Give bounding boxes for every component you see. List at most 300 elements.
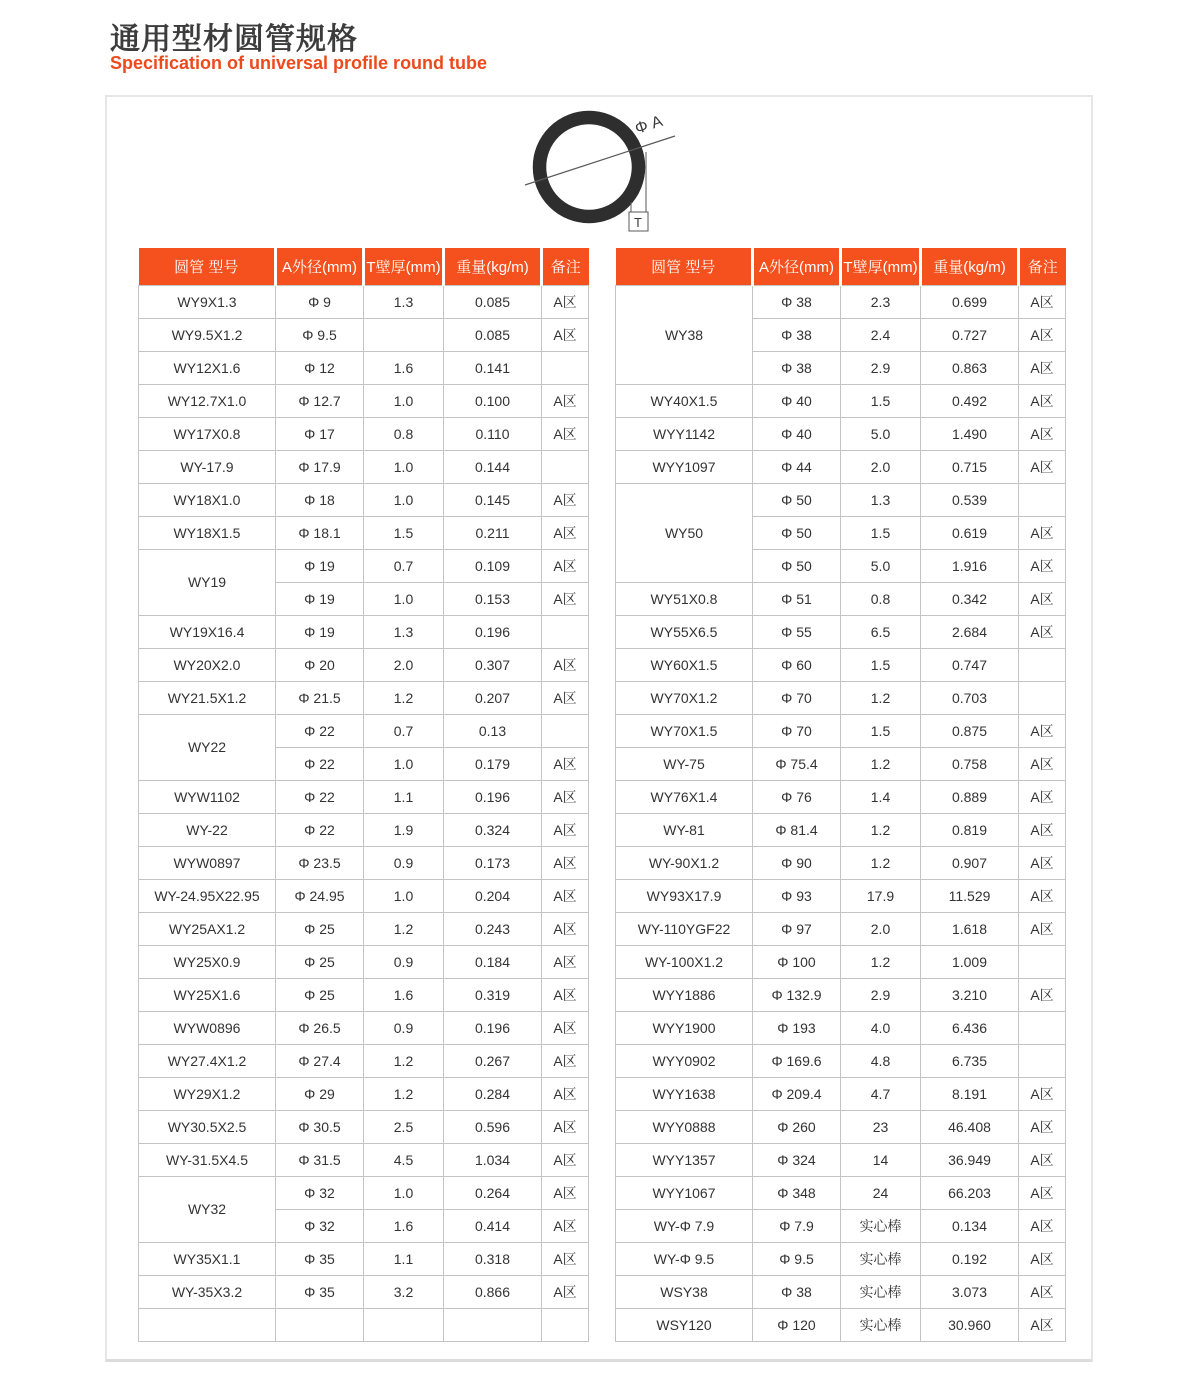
table-row — [616, 1044, 1066, 1077]
cell-thick: 14 — [841, 1143, 921, 1176]
table-row — [139, 846, 589, 879]
cell-weight: 0.318 — [444, 1242, 542, 1275]
round-tube-spec-table-left — [138, 248, 589, 1342]
table-row — [616, 780, 1066, 813]
column-header: 圆管 型号 — [616, 248, 753, 285]
cell-weight: 0.264 — [444, 1176, 542, 1209]
cell-model: WY-90X1.2 — [616, 846, 753, 879]
page-subtitle: Specification of universal profile round tube — [110, 53, 488, 73]
table-row — [616, 945, 1066, 978]
table-row — [139, 978, 589, 1011]
cell-model: WY25X0.9 — [139, 945, 276, 978]
cell-dia: Φ 12 — [276, 351, 364, 384]
cell-note: A区 — [542, 681, 589, 714]
cell-note: A区 — [542, 978, 589, 1011]
cell-note: A区 — [542, 1176, 589, 1209]
table-row — [616, 384, 1066, 417]
cell-note — [1019, 648, 1066, 681]
cell-note: A区 — [1019, 351, 1066, 384]
cell-note: A区 — [542, 747, 589, 780]
table-row — [616, 648, 1066, 681]
cell-model: WY51X0.8 — [616, 582, 753, 615]
cell-dia: Φ 9.5 — [276, 318, 364, 351]
cell-model: WY70X1.2 — [616, 681, 753, 714]
cell-thick: 24 — [841, 1176, 921, 1209]
cell-dia: Φ 24.95 — [276, 879, 364, 912]
cell-dia: Φ 81.4 — [753, 813, 841, 846]
cell-model: WY-24.95X22.95 — [139, 879, 276, 912]
cell-note: A区 — [542, 384, 589, 417]
cell-note: A区 — [1019, 1077, 1066, 1110]
cell-weight: 0.192 — [921, 1242, 1019, 1275]
cell-note — [1019, 483, 1066, 516]
table-row — [616, 285, 1066, 318]
cell-thick: 1.2 — [841, 813, 921, 846]
cell-weight: 0.267 — [444, 1044, 542, 1077]
thickness-label: T — [634, 215, 642, 230]
cell-weight: 0.184 — [444, 945, 542, 978]
cell-model: WY40X1.5 — [616, 384, 753, 417]
cell-thick: 1.0 — [364, 582, 444, 615]
cell-weight: 0.715 — [921, 450, 1019, 483]
cell-thick: 5.0 — [841, 417, 921, 450]
cell-thick: 1.2 — [841, 681, 921, 714]
table-row — [616, 582, 1066, 615]
table-row — [616, 483, 1066, 516]
cell-thick: 2.3 — [841, 285, 921, 318]
cell-model: WY9.5X1.2 — [139, 318, 276, 351]
cell-note: A区 — [1019, 417, 1066, 450]
cell-model: WY-75 — [616, 747, 753, 780]
cell-thick: 1.0 — [364, 879, 444, 912]
cell-thick: 0.7 — [364, 549, 444, 582]
cell-note: A区 — [1019, 846, 1066, 879]
cell-note: A区 — [542, 813, 589, 846]
cell-note: A区 — [542, 1110, 589, 1143]
cell-thick: 1.2 — [841, 945, 921, 978]
cell-thick: 实心棒 — [841, 1308, 921, 1341]
cell-note: A区 — [1019, 1209, 1066, 1242]
cell-note: A区 — [1019, 516, 1066, 549]
table-row — [139, 1242, 589, 1275]
cell-weight: 0.110 — [444, 417, 542, 450]
table-row — [139, 813, 589, 846]
cell-weight: 0.758 — [921, 747, 1019, 780]
cell-model: WY32 — [139, 1176, 276, 1242]
cell-dia: Φ 19 — [276, 615, 364, 648]
cell-dia: Φ 70 — [753, 681, 841, 714]
cell-note: A区 — [542, 417, 589, 450]
cell-dia: Φ 7.9 — [753, 1209, 841, 1242]
table-row — [139, 1176, 589, 1209]
cell-model: WY-31.5X4.5 — [139, 1143, 276, 1176]
cell-thick — [364, 318, 444, 351]
cell-thick: 实心棒 — [841, 1209, 921, 1242]
cell-thick: 2.9 — [841, 351, 921, 384]
table-row — [616, 1209, 1066, 1242]
cell-weight: 0.324 — [444, 813, 542, 846]
cell-model: WY-35X3.2 — [139, 1275, 276, 1308]
round-tube-spec-table-right — [615, 248, 1066, 1342]
cell-thick: 1.1 — [364, 1242, 444, 1275]
cell-note: A区 — [542, 285, 589, 318]
cell-weight: 0.342 — [921, 582, 1019, 615]
table-row — [616, 879, 1066, 912]
cell-thick: 1.0 — [364, 747, 444, 780]
diameter-label: Φ A — [632, 113, 665, 138]
table-row — [616, 912, 1066, 945]
cell-note: A区 — [1019, 1143, 1066, 1176]
cell-dia: Φ 27.4 — [276, 1044, 364, 1077]
cell-note — [1019, 945, 1066, 978]
cell-weight: 0.204 — [444, 879, 542, 912]
column-header: 备注 — [1019, 248, 1066, 285]
table-row — [139, 285, 589, 318]
cell-note — [1019, 1011, 1066, 1044]
cell-model: WY-17.9 — [139, 450, 276, 483]
table-row — [139, 648, 589, 681]
cell-dia: Φ 21.5 — [276, 681, 364, 714]
cell-thick: 3.2 — [364, 1275, 444, 1308]
tube-ring-icon — [540, 118, 639, 217]
cell-weight: 0.492 — [921, 384, 1019, 417]
cell-model: WY70X1.5 — [616, 714, 753, 747]
cell-note — [542, 1308, 589, 1341]
cell-dia: Φ 19 — [276, 549, 364, 582]
table-row — [616, 615, 1066, 648]
cell-weight: 0.211 — [444, 516, 542, 549]
cell-dia: Φ 70 — [753, 714, 841, 747]
tube-cross-section-diagram — [495, 98, 765, 243]
cell-note: A区 — [542, 780, 589, 813]
cell-dia: Φ 32 — [276, 1209, 364, 1242]
column-header: A外径(mm) — [276, 248, 364, 285]
cell-weight: 1.490 — [921, 417, 1019, 450]
table-row — [139, 1308, 589, 1341]
cell-weight: 0.196 — [444, 1011, 542, 1044]
table-row — [139, 714, 589, 747]
cell-model: WY-100X1.2 — [616, 945, 753, 978]
cell-thick: 1.5 — [841, 648, 921, 681]
cell-dia: Φ 18.1 — [276, 516, 364, 549]
cell-dia: Φ 55 — [753, 615, 841, 648]
cell-thick: 0.9 — [364, 945, 444, 978]
table-row — [139, 351, 589, 384]
cell-weight: 0.703 — [921, 681, 1019, 714]
cell-dia: Φ 30.5 — [276, 1110, 364, 1143]
table-row — [139, 516, 589, 549]
column-header: A外径(mm) — [753, 248, 841, 285]
table-row — [616, 1275, 1066, 1308]
table-row — [139, 1044, 589, 1077]
cell-model: WY27.4X1.2 — [139, 1044, 276, 1077]
cell-thick: 1.2 — [364, 1077, 444, 1110]
table-row — [616, 1308, 1066, 1341]
table-row — [139, 1110, 589, 1143]
cell-dia: Φ 35 — [276, 1275, 364, 1308]
cell-weight: 3.210 — [921, 978, 1019, 1011]
cell-weight: 0.145 — [444, 483, 542, 516]
cell-dia: Φ 76 — [753, 780, 841, 813]
cell-model: WSY38 — [616, 1275, 753, 1308]
cell-weight: 30.960 — [921, 1308, 1019, 1341]
cell-thick: 4.5 — [364, 1143, 444, 1176]
cell-weight: 0.243 — [444, 912, 542, 945]
cell-dia: Φ 90 — [753, 846, 841, 879]
cell-note: A区 — [1019, 615, 1066, 648]
table-row — [139, 879, 589, 912]
cell-weight: 0.414 — [444, 1209, 542, 1242]
cell-thick: 1.3 — [364, 285, 444, 318]
column-header: 重量(kg/m) — [921, 248, 1019, 285]
cell-thick: 0.9 — [364, 1011, 444, 1044]
cell-dia: Φ 32 — [276, 1176, 364, 1209]
cell-note: A区 — [1019, 549, 1066, 582]
cell-model: WY21.5X1.2 — [139, 681, 276, 714]
cell-thick: 1.5 — [841, 516, 921, 549]
cell-note — [1019, 681, 1066, 714]
cell-dia: Φ 132.9 — [753, 978, 841, 1011]
cell-weight: 0.284 — [444, 1077, 542, 1110]
cell-model: WY12.7X1.0 — [139, 384, 276, 417]
cell-model: WYY0902 — [616, 1044, 753, 1077]
cell-model: WYY1886 — [616, 978, 753, 1011]
cell-dia: Φ 93 — [753, 879, 841, 912]
table-row — [616, 1176, 1066, 1209]
cell-dia: Φ 31.5 — [276, 1143, 364, 1176]
cell-thick: 1.5 — [841, 384, 921, 417]
cell-thick: 1.2 — [364, 1044, 444, 1077]
cell-thick: 4.0 — [841, 1011, 921, 1044]
cell-dia: Φ 22 — [276, 780, 364, 813]
cell-weight: 0.907 — [921, 846, 1019, 879]
cell-thick: 2.9 — [841, 978, 921, 1011]
cell-model: WY18X1.5 — [139, 516, 276, 549]
cell-note: A区 — [1019, 450, 1066, 483]
cell-thick: 0.7 — [364, 714, 444, 747]
cell-thick: 1.5 — [364, 516, 444, 549]
cell-thick: 2.5 — [364, 1110, 444, 1143]
cell-dia: Φ 18 — [276, 483, 364, 516]
cell-model: WY12X1.6 — [139, 351, 276, 384]
cell-note: A区 — [542, 516, 589, 549]
cell-dia — [276, 1308, 364, 1341]
cell-note: A区 — [542, 879, 589, 912]
table-row — [616, 1110, 1066, 1143]
cell-dia: Φ 9 — [276, 285, 364, 318]
table-row — [616, 1242, 1066, 1275]
cell-dia: Φ 97 — [753, 912, 841, 945]
table-row — [139, 1077, 589, 1110]
cell-weight: 0.179 — [444, 747, 542, 780]
cell-model: WY29X1.2 — [139, 1077, 276, 1110]
cell-thick: 1.3 — [364, 615, 444, 648]
cell-dia: Φ 25 — [276, 945, 364, 978]
cell-weight: 0.596 — [444, 1110, 542, 1143]
cell-weight: 36.949 — [921, 1143, 1019, 1176]
cell-model: WY25AX1.2 — [139, 912, 276, 945]
cell-model: WY-Φ 9.5 — [616, 1242, 753, 1275]
cell-note: A区 — [542, 1077, 589, 1110]
column-header: T壁厚(mm) — [841, 248, 921, 285]
cell-weight: 6.735 — [921, 1044, 1019, 1077]
cell-weight: 0.889 — [921, 780, 1019, 813]
cell-model: WY-81 — [616, 813, 753, 846]
cell-thick: 1.4 — [841, 780, 921, 813]
table-row — [139, 780, 589, 813]
cell-note: A区 — [542, 1143, 589, 1176]
cell-thick: 1.6 — [364, 1209, 444, 1242]
cell-note: A区 — [1019, 813, 1066, 846]
cell-model: WY93X17.9 — [616, 879, 753, 912]
cell-dia: Φ 44 — [753, 450, 841, 483]
cell-note: A区 — [542, 582, 589, 615]
cell-model: WY18X1.0 — [139, 483, 276, 516]
cell-model: WYY1638 — [616, 1077, 753, 1110]
cell-note: A区 — [542, 1242, 589, 1275]
cell-weight: 0.307 — [444, 648, 542, 681]
table-row — [616, 747, 1066, 780]
cell-weight: 0.109 — [444, 549, 542, 582]
cell-model: WY76X1.4 — [616, 780, 753, 813]
cell-weight: 0.085 — [444, 318, 542, 351]
cell-model: WYW0897 — [139, 846, 276, 879]
cell-thick: 1.3 — [841, 483, 921, 516]
cell-model: WYY0888 — [616, 1110, 753, 1143]
cell-note: A区 — [542, 1275, 589, 1308]
cell-model: WY22 — [139, 714, 276, 780]
cell-model — [139, 1308, 276, 1341]
cell-thick: 实心棒 — [841, 1242, 921, 1275]
cell-weight: 0.699 — [921, 285, 1019, 318]
cell-weight: 11.529 — [921, 879, 1019, 912]
cell-weight: 0.727 — [921, 318, 1019, 351]
table-row — [616, 681, 1066, 714]
cell-thick: 2.0 — [841, 450, 921, 483]
cell-weight: 0.134 — [921, 1209, 1019, 1242]
table-row — [616, 1143, 1066, 1176]
table-row — [139, 450, 589, 483]
cell-thick: 1.2 — [364, 912, 444, 945]
cell-weight: 2.684 — [921, 615, 1019, 648]
cell-note — [542, 450, 589, 483]
cell-thick: 1.0 — [364, 450, 444, 483]
table-row — [616, 1011, 1066, 1044]
cell-dia: Φ 348 — [753, 1176, 841, 1209]
cell-model: WYW1102 — [139, 780, 276, 813]
cell-note: A区 — [542, 318, 589, 351]
cell-dia: Φ 324 — [753, 1143, 841, 1176]
cell-dia: Φ 22 — [276, 714, 364, 747]
table-row — [139, 549, 589, 582]
cell-model: WYW0896 — [139, 1011, 276, 1044]
cell-dia: Φ 22 — [276, 813, 364, 846]
cell-dia: Φ 60 — [753, 648, 841, 681]
cell-thick: 1.0 — [364, 483, 444, 516]
table-row — [616, 813, 1066, 846]
cell-thick: 1.1 — [364, 780, 444, 813]
header-row — [616, 248, 1066, 285]
cell-thick: 1.2 — [841, 747, 921, 780]
cell-note — [542, 714, 589, 747]
cell-model: WY17X0.8 — [139, 417, 276, 450]
cell-model: WY38 — [616, 285, 753, 384]
table-row — [139, 1011, 589, 1044]
cell-model: WY19X16.4 — [139, 615, 276, 648]
cell-model: WY35X1.1 — [139, 1242, 276, 1275]
cell-dia: Φ 29 — [276, 1077, 364, 1110]
cell-model: WY30.5X2.5 — [139, 1110, 276, 1143]
cell-weight: 0.196 — [444, 780, 542, 813]
cell-model: WYY1900 — [616, 1011, 753, 1044]
cell-weight: 46.408 — [921, 1110, 1019, 1143]
cell-model: WY50 — [616, 483, 753, 582]
cell-note: A区 — [542, 912, 589, 945]
cell-weight: 0.153 — [444, 582, 542, 615]
cell-note: A区 — [1019, 1275, 1066, 1308]
cell-dia: Φ 38 — [753, 285, 841, 318]
cell-thick: 17.9 — [841, 879, 921, 912]
table-row — [139, 615, 589, 648]
cell-dia: Φ 100 — [753, 945, 841, 978]
column-header: 圆管 型号 — [139, 248, 276, 285]
cell-weight: 66.203 — [921, 1176, 1019, 1209]
cell-note: A区 — [542, 1044, 589, 1077]
cell-model: WY20X2.0 — [139, 648, 276, 681]
cell-thick: 5.0 — [841, 549, 921, 582]
table-row — [139, 318, 589, 351]
cell-note: A区 — [1019, 582, 1066, 615]
cell-dia: Φ 25 — [276, 978, 364, 1011]
cell-dia: Φ 40 — [753, 384, 841, 417]
cell-thick: 1.0 — [364, 1176, 444, 1209]
cell-dia: Φ 20 — [276, 648, 364, 681]
cell-note: A区 — [1019, 912, 1066, 945]
cell-thick: 2.4 — [841, 318, 921, 351]
cell-dia: Φ 260 — [753, 1110, 841, 1143]
cell-weight: 8.191 — [921, 1077, 1019, 1110]
cell-weight: 1.009 — [921, 945, 1019, 978]
cell-thick: 1.5 — [841, 714, 921, 747]
cell-note: A区 — [1019, 714, 1066, 747]
cell-note — [542, 615, 589, 648]
cell-dia: Φ 38 — [753, 351, 841, 384]
cell-dia: Φ 50 — [753, 549, 841, 582]
cell-thick: 2.0 — [841, 912, 921, 945]
cell-weight: 0.141 — [444, 351, 542, 384]
cell-weight: 1.034 — [444, 1143, 542, 1176]
cell-model: WYY1097 — [616, 450, 753, 483]
cell-weight: 0.747 — [921, 648, 1019, 681]
cell-weight: 0.144 — [444, 450, 542, 483]
cell-note: A区 — [542, 945, 589, 978]
cell-thick: 1.6 — [364, 351, 444, 384]
column-header: T壁厚(mm) — [364, 248, 444, 285]
column-header: 重量(kg/m) — [444, 248, 542, 285]
cell-dia: Φ 17 — [276, 417, 364, 450]
cell-dia: Φ 19 — [276, 582, 364, 615]
cell-note: A区 — [1019, 879, 1066, 912]
cell-thick: 6.5 — [841, 615, 921, 648]
cell-note: A区 — [1019, 1110, 1066, 1143]
cell-note: A区 — [1019, 747, 1066, 780]
cell-dia: Φ 40 — [753, 417, 841, 450]
cell-note: A区 — [1019, 318, 1066, 351]
cell-model: WY60X1.5 — [616, 648, 753, 681]
cell-dia: Φ 38 — [753, 1275, 841, 1308]
table-row — [616, 1077, 1066, 1110]
cell-model: WYY1067 — [616, 1176, 753, 1209]
